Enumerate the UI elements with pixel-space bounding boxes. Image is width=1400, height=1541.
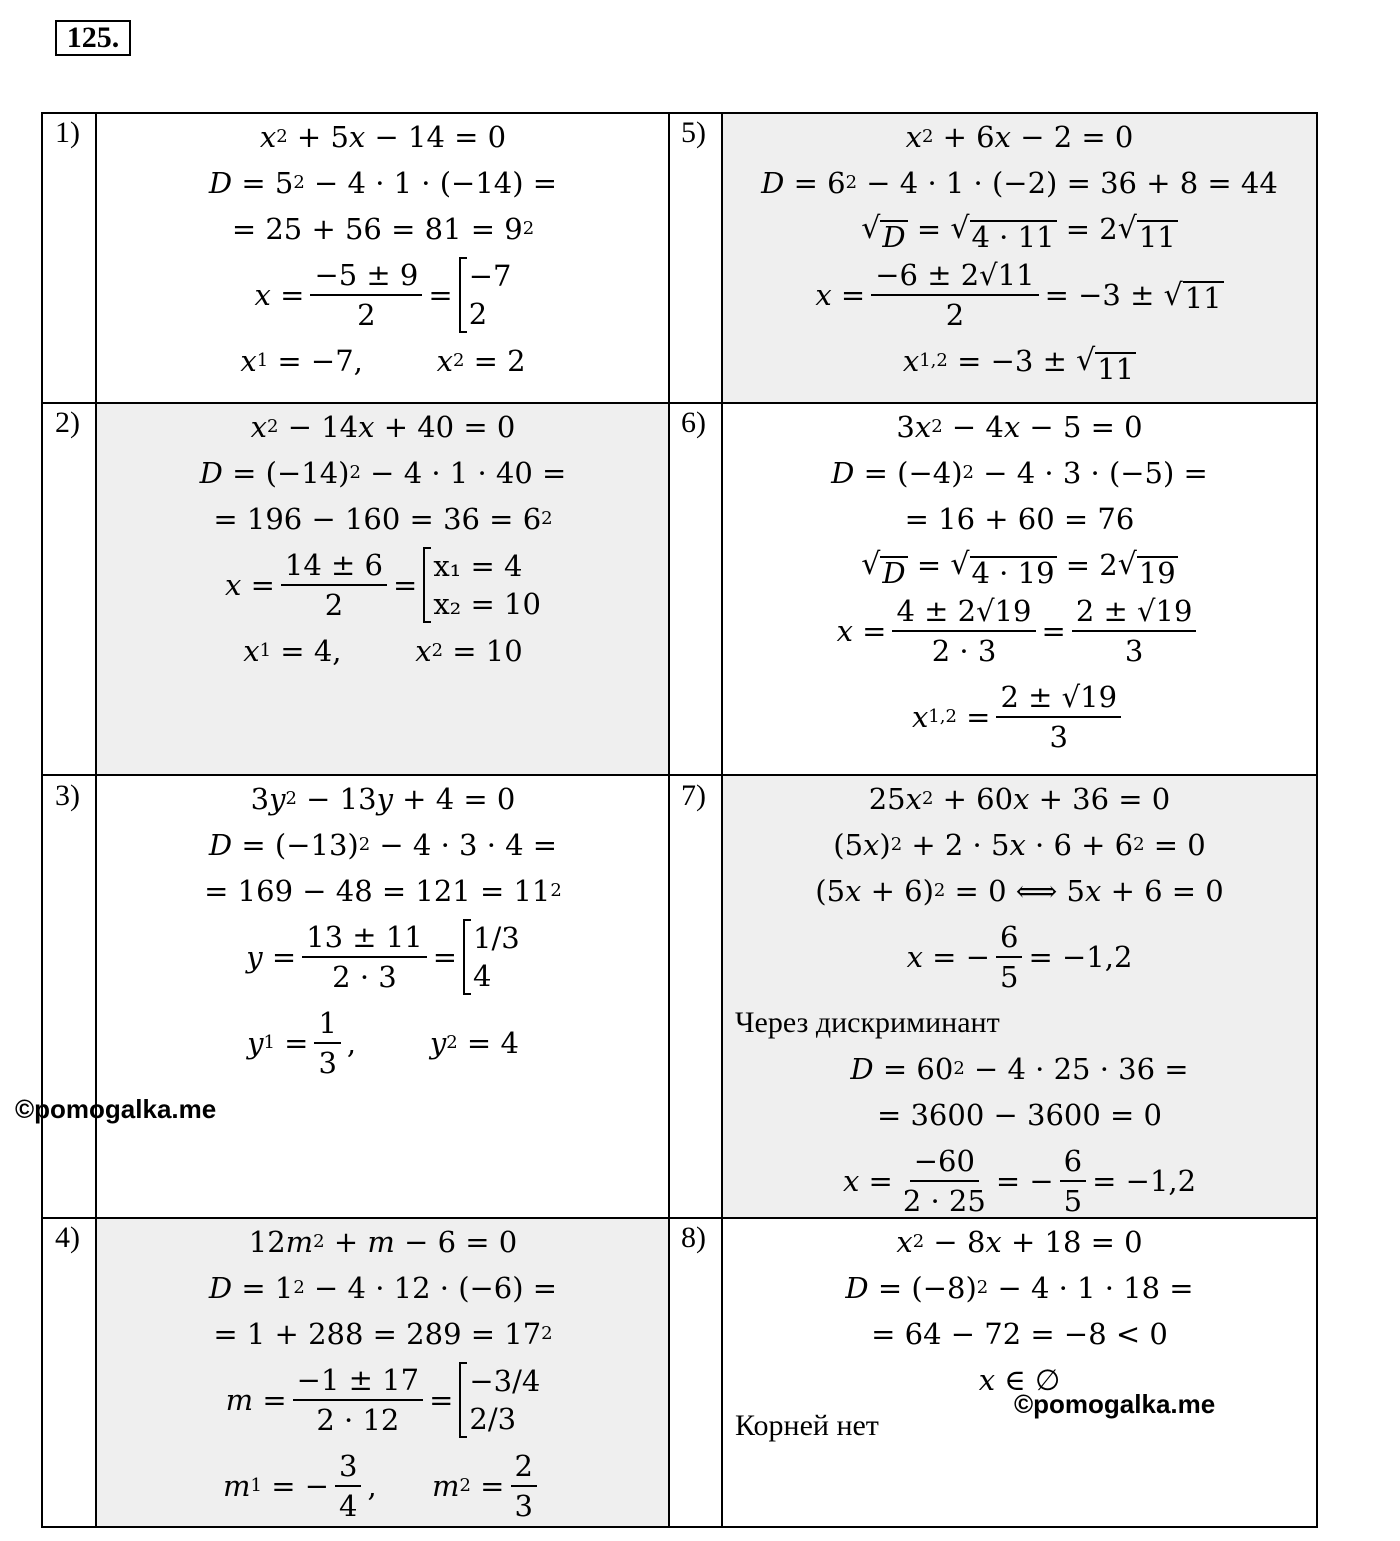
numerator: 6 [1060,1142,1086,1182]
radical-sign: √ [950,211,970,246]
text-line: Через дискриминант [735,1006,1000,1039]
math-text: − 4 · 1 · (−2) = 36 + 8 = 44 [857,166,1278,200]
math-line [226,1361,541,1439]
math-text: = 16 + 60 = 76 [904,502,1135,536]
math-variable: m [225,1383,254,1417]
fraction [293,1361,423,1439]
math-variable: x [911,700,929,734]
math-text: + 18 = 0 [1001,1225,1143,1259]
math-text: 3 [250,782,270,816]
math-text: − 4 · 1 · (−14) = [304,166,558,200]
math-text: = [831,278,866,312]
math-variable: D [850,1052,874,1086]
math-line: D = 6 2 − 4 · 1 · (−2) = 36 + 8 = 44 [761,160,1278,206]
math-variable: x [906,940,923,974]
math-text: = 1 [232,1271,294,1305]
math-variable: x [905,782,922,816]
math-text: − 4 · 3 · 4 = [370,828,558,862]
math-line: D = (−4) 2 − 4 · 3 · (−5) = [831,450,1208,496]
radical-sign: √ [861,547,881,582]
math-text: + 6 [933,120,995,154]
math-variable: x [254,278,271,312]
radical-sign: √ [950,547,970,582]
math-text: − 13 [296,782,377,816]
math-variable: x [259,120,277,154]
math-variable: y [429,1026,447,1060]
math-line: 3 x 2 − 4 x − 5 = 0 [896,404,1142,450]
solution-4 [97,1219,669,1529]
solution-6 [723,404,1316,760]
square-root [1164,278,1224,313]
math-line: (5 x + 6) 2 = 0 ⟺ 5 x + 6 = 0 [815,868,1223,914]
solution-7 [723,776,1316,1224]
math-line: D = (−8) 2 − 4 · 1 · 18 = [845,1265,1193,1311]
root-set-bracket [459,1362,540,1438]
math-line [905,496,1135,542]
numerator: −5 ± 9 [310,256,422,296]
fraction [511,1447,537,1525]
numerator: 2 ± √19 [1072,592,1197,632]
fraction [314,1004,340,1082]
math-text: = 60 [873,1052,954,1086]
math-line: x 2 + 5 x − 14 = 0 [260,114,506,160]
solutions-table [41,112,1318,1528]
solution-3 [97,776,669,1086]
math-line: x 1 = 4, x 2 = 10 [243,628,522,674]
radical-sign: √ [1117,211,1137,246]
solution-5 [723,114,1316,384]
math-line: m 1 = − $\frac{3}{4}$ , m 2 = $\frac{2}{3}$ [223,1447,543,1525]
math-variable: x [240,344,257,378]
math-text: − 5 = 0 [1020,410,1143,444]
math-text: , [367,1469,433,1503]
math-text: · 6 + 6 [1025,828,1134,862]
math-variable: x [902,344,920,378]
math-text: − 2 = 0 [1010,120,1134,154]
numerator: −6 ± 2√11 [871,256,1038,296]
math-line: D = (−13) 2 − 4 · 3 · 4 = [209,822,557,868]
math-text: + [324,1225,368,1259]
math-text: = − [261,1469,330,1503]
radicand: 4 · 19 [971,556,1055,590]
math-variable: x [225,568,242,602]
item-number: 8) [681,1221,706,1254]
math-text: = [253,1383,287,1417]
math-text: = [852,614,887,648]
math-variable: x [243,634,260,668]
radicand: 11 [1138,220,1176,254]
math-line [255,256,512,334]
math-text: = [1041,614,1066,648]
math-text: + 6) [861,874,934,908]
item-number: 2) [55,406,80,439]
math-text: − 4 · 12 · (−6) = [304,1271,558,1305]
item-number: 7) [681,779,706,812]
solution-2 [97,404,669,674]
fraction [1060,1142,1086,1220]
bracket-row: 4 [473,959,492,993]
square-root [1118,542,1178,588]
math-text: = 4 [457,1026,519,1060]
radicand: 11 [1184,280,1222,315]
denominator: 2 [357,298,376,332]
math-line: x 2 − 8 x + 18 = 0 [896,1219,1142,1265]
math-line: x 1,2 = −3 ± √ 11 [903,338,1136,384]
math-line: = 1 + 288 = 289 = 17 2 [213,1311,552,1357]
math-text: + 40 = 0 [374,410,516,444]
math-line: x 1,2 = $\frac{2 \pm √19}{3}$ [912,678,1127,756]
watermark: ©pomogalka.me [1014,1389,1216,1419]
problem-number: 125. [55,20,131,56]
radicand: 11 [1097,352,1135,386]
math-text: = − [922,940,990,974]
square-root [950,542,1056,588]
numerator: 4 ± 2√19 [892,592,1035,632]
bracket-row: −7 [468,259,512,293]
math-text: = 196 − 160 = 36 = 6 [213,502,542,536]
math-line: 3 y 2 − 13 y + 4 = 0 [251,776,516,822]
item-number: 1) [55,116,80,149]
denominator: 5 [1000,960,1019,994]
denominator: 2 [324,588,344,622]
item-number: 6) [681,406,706,439]
numerator: 2 [511,1447,537,1487]
bracket-row: 1/3 [473,921,520,955]
radical-sign: √ [1163,277,1183,313]
solution-1 [97,114,669,384]
square-root [1118,206,1178,252]
root-set-bracket [463,919,520,995]
math-text: = 2 [1056,548,1118,582]
numerator: 1 [314,1004,340,1044]
math-text: − 6 = 0 [394,1225,518,1259]
numerator: −1 ± 17 [293,1361,423,1401]
math-variable: D [761,166,785,200]
denominator: 4 [339,1489,358,1523]
square-root [1076,338,1136,384]
math-text: = (−4) [854,456,963,490]
math-line [837,592,1203,670]
math-line [246,918,519,996]
math-text: = [432,940,458,974]
watermark: ©pomogalka.me [15,1094,217,1124]
math-variable: D [208,1271,233,1305]
numerator: 2 ± √19 [996,678,1121,718]
math-text: = 4, [271,634,416,668]
denominator: 2 · 12 [316,1403,400,1437]
denominator: 3 [1049,720,1068,754]
math-text: − 4 · 3 · (−5) = [974,456,1208,490]
math-text: = [859,1164,893,1198]
math-variable: y [269,782,286,816]
math-text: + 5 [287,120,349,154]
math-text: = 25 + 56 = 81 = 9 [231,212,523,246]
math-variable: x [1013,782,1030,816]
fraction [899,1142,990,1220]
math-text: = −3 ± [947,344,1077,378]
math-text: = −1,2 [1092,1164,1197,1198]
denominator: 3 [318,1046,337,1080]
math-text: = 1 + 288 = 289 = 17 [213,1317,542,1351]
math-line: (5 x ) 2 + 2 · 5 x · 6 + 6 2 = 0 [833,822,1206,868]
math-variable: x [1003,410,1021,444]
square-root [950,206,1056,252]
math-line: y 1 = $\frac{1}{3}$ , y 2 = 4 [247,1006,519,1080]
math-line: = 196 − 160 = 36 = 6 2 [213,496,552,542]
math-text: = −3 ± [1044,278,1164,312]
math-text: = 3600 − 3600 = 0 [876,1098,1163,1132]
fraction [281,546,387,624]
math-variable: x [348,120,366,154]
math-text: = 0 ⟺ 5 [945,874,1085,908]
radical-sign: √ [1076,343,1096,378]
bracket-row: 2/3 [469,1402,517,1436]
math-text: = 0 [1144,828,1206,862]
math-text: 12 [248,1225,286,1259]
square-root [861,542,907,588]
fraction [996,678,1121,756]
math-text: = [907,212,951,246]
math-variable: m [432,1469,460,1503]
math-text: + 6 = 0 [1101,874,1224,908]
math-text: = − [995,1164,1054,1198]
math-text: 3 [896,410,915,444]
math-text: = [270,278,305,312]
fraction [871,256,1038,334]
math-variable: m [223,1469,251,1503]
math-variable: D [208,166,233,200]
fraction [996,918,1022,996]
math-text: ∈ ∅ [995,1363,1061,1397]
math-text: = (−13) [232,828,359,862]
math-line [861,542,1178,588]
math-text: = [470,1469,505,1503]
math-variable: y [246,940,263,974]
text-line: Корней нет [735,1409,879,1442]
root-set-bracket [459,257,512,333]
math-text: = (−8) [868,1271,977,1305]
bracket-row: 2 [468,297,488,331]
math-text: + 4 = 0 [392,782,516,816]
math-text: = [393,568,418,602]
fraction [302,918,427,996]
math-text: = [428,278,453,312]
math-variable: D [845,1271,869,1305]
math-line: D = (−14) 2 − 4 · 1 · 40 = [200,450,567,496]
math-variable: x [985,1225,1002,1259]
math-line: D = 60 2 − 4 · 25 · 36 = [850,1046,1188,1092]
math-text: (5 [833,828,864,862]
math-text: − 4 · 1 · 40 = [360,456,567,490]
math-text: = [262,940,297,974]
radicand: 19 [1138,556,1176,590]
math-line: D = 1 2 − 4 · 12 · (−6) = [209,1265,557,1311]
math-text: − 8 [924,1225,986,1259]
math-variable: x [415,634,432,668]
math-line: = 169 − 48 = 121 = 11 2 [204,868,562,914]
square-root [861,206,907,252]
math-variable: x [914,410,932,444]
math-variable: m [367,1225,395,1259]
math-line [907,918,1133,996]
math-text: − 14 = 0 [365,120,507,154]
math-text: = 64 − 72 = −8 < 0 [871,1317,1168,1351]
math-variable: D [208,828,233,862]
math-variable: x [978,1363,996,1397]
math-line [843,1142,1196,1220]
denominator: 3 [1124,634,1144,668]
item-number: 4) [55,1221,80,1254]
radicand: D [882,556,906,590]
item-number: 3) [55,779,80,812]
math-text: = [429,1383,454,1417]
math-line [815,256,1223,334]
math-text: = (−14) [222,456,350,490]
math-variable: x [1085,874,1102,908]
radicand: 4 · 11 [971,220,1055,254]
math-variable: x [436,344,453,378]
math-text: − 4 [942,410,1004,444]
math-line: 25 x 2 + 60 x + 36 = 0 [869,776,1171,822]
math-line [225,546,541,624]
fraction [1072,592,1197,670]
math-text: = 169 − 48 = 121 = 11 [204,874,551,908]
math-variable: D [199,456,223,490]
item-number: 5) [681,116,706,149]
math-line: x 2 − 14 x + 40 = 0 [251,404,516,450]
math-line: 12 m 2 + m − 6 = 0 [249,1219,517,1265]
math-line [877,1092,1162,1138]
denominator: 2 [945,298,965,332]
math-text: , [346,1026,430,1060]
math-variable: x [863,828,880,862]
math-text: − 4 · 1 · 18 = [988,1271,1194,1305]
math-text: + 36 = 0 [1029,782,1171,816]
math-variable: x [1009,828,1026,862]
math-variable: y [376,782,393,816]
numerator: −60 [910,1142,979,1182]
numerator: 3 [335,1447,361,1487]
math-variable: x [815,278,832,312]
math-text: ) [879,828,891,862]
math-line: = 25 + 56 = 81 = 9 2 [232,206,534,252]
math-variable: D [831,456,855,490]
math-variable: x [896,1225,913,1259]
denominator: 2 · 25 [902,1184,986,1218]
denominator: 2 · 3 [332,960,397,994]
denominator: 3 [514,1489,533,1523]
numerator: 14 ± 6 [281,546,387,586]
numerator: 13 ± 11 [302,918,427,958]
math-text: = 2 [1056,212,1118,246]
math-text: = [241,568,275,602]
numerator: 6 [996,918,1022,958]
math-text: − 14 [278,410,359,444]
math-line [861,206,1178,252]
math-variable: m [285,1225,314,1259]
radical-sign: √ [861,211,881,246]
math-variable: x [905,120,922,154]
math-text: = [956,700,991,734]
math-text: = 10 [443,634,523,668]
math-text: + 2 · 5 [902,828,1010,862]
denominator: 5 [1063,1184,1083,1218]
math-variable: x [250,410,268,444]
math-text: = [907,548,951,582]
math-text: = 2 [464,344,526,378]
math-text: = 5 [232,166,294,200]
math-line: x 2 + 6 x − 2 = 0 [906,114,1134,160]
denominator: 2 · 3 [931,634,997,668]
math-text: − 4 · 25 · 36 = [964,1052,1189,1086]
math-line [871,1311,1168,1357]
math-text: (5 [815,874,846,908]
bracket-row: −3/4 [469,1364,541,1398]
radical-sign: √ [1117,547,1137,582]
math-line: x 1 = −7, x 2 = 2 [240,338,525,384]
fraction [310,256,422,334]
math-variable: x [845,874,862,908]
math-variable: x [358,410,375,444]
math-variable: x [836,614,853,648]
bracket-row: x₁ = 4 [433,549,523,583]
math-text: + 60 [933,782,1014,816]
math-line: D = 5 2 − 4 · 1 · (−14) = [209,160,557,206]
radicand: D [882,220,906,254]
fraction [892,592,1035,670]
math-variable: x [994,120,1011,154]
math-variable: y [247,1026,264,1060]
bracket-row: x₂ = 10 [433,587,541,621]
math-text: 25 [868,782,906,816]
math-text: = 6 [784,166,846,200]
math-text: = [274,1026,309,1060]
math-variable: x [842,1164,860,1198]
math-text: = −7, [268,344,437,378]
root-set-bracket [423,547,541,623]
math-text: = −1,2 [1028,940,1133,974]
fraction [335,1447,361,1525]
